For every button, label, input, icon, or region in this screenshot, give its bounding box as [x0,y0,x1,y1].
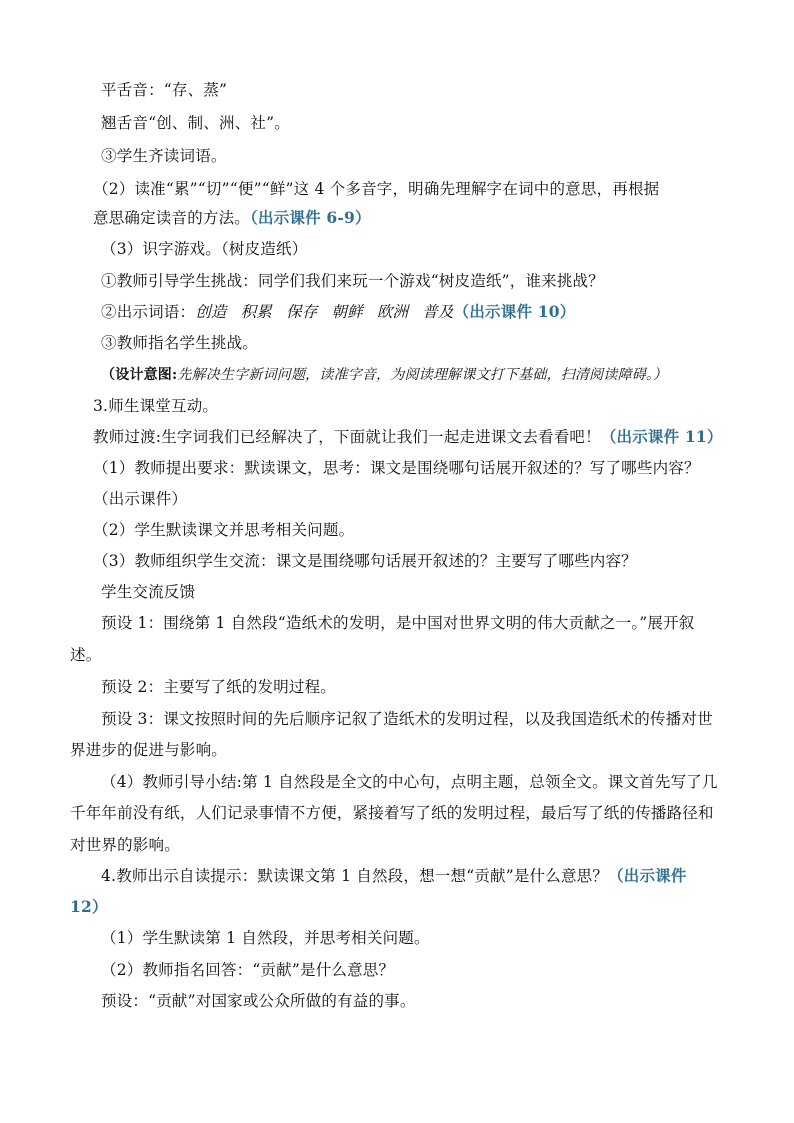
section-heading [101,865,687,887]
vocab-word: 积累 [240,303,273,321]
text-line [70,802,714,824]
text-line [101,79,227,101]
text: （2）读准“累”“切”“便”“鲜”这 4 个多音字，明确先理解字在词中的意思，再根据 [93,180,660,198]
text-line [93,550,637,572]
text: ③学生齐读词语。 [101,147,227,165]
text: （出示课件） [93,490,188,508]
text: 界进步的促进与影响。 [70,741,228,759]
text-line [101,771,718,793]
text: 平舌音：“存、蒸” [101,81,228,99]
section-heading [93,395,218,417]
text-line [101,238,307,260]
text-line [101,959,394,981]
text-line [101,332,258,354]
text: （1）学生默读第 1 自然段，并思考相关问题。 [101,929,430,947]
text: （3）识字游戏。（树皮造纸） [101,240,308,258]
text-line [101,581,195,603]
text-line [101,612,695,634]
design-intent-label: （设计意图: [101,367,178,383]
vocab-word: 朝鲜 [331,303,363,321]
text-line [93,207,371,229]
text: 3.师生课堂互动。 [93,397,219,415]
courseware-cue: 12） [70,897,108,916]
vocabulary-line [101,301,575,323]
text-line [101,270,604,292]
text: 意思确定读音的方法。 [93,209,251,227]
text-line [101,112,290,134]
text-line [101,927,430,949]
text: （3）教师组织学生交流：课文是围绕哪句话展开叙述的？主要写了哪些内容？ [93,552,637,570]
text-line [70,834,180,856]
text-line [70,739,227,761]
text: （1）教师提出要求：默读课文，思考：课文是围绕哪句话展开叙述的？写了哪些内容？ [93,459,700,477]
text: ③教师指名学生挑战。 [101,334,259,352]
text: 预设 2：主要写了纸的发明过程。 [101,678,336,696]
design-intent-note [101,364,667,386]
text: 预设：“贡献”对国家或公众所做的有益的事。 [101,992,416,1010]
text: 对世界的影响。 [70,836,180,854]
design-intent-text: 先解决生字新词问题，读准字音，为阅读理解课文打下基础，扫清阅读障碍。） [177,367,668,383]
text-line [101,145,227,167]
courseware-cue: （出示课件 6-9） [250,208,371,227]
vocab-word: 保存 [286,303,318,321]
text: 千年年前没有纸，人们记录事情不方便，紧接着写了纸的发明过程，最后写了纸的传播路径和 [70,804,714,822]
text-line [93,457,700,479]
courseware-cue: （出示课件 10） [453,302,576,321]
text: 预设 3：课文按照时间的先后顺序记叙了造纸术的发明过程，以及我国造纸术的传播对世 [101,710,713,728]
text: 预设 1：围绕第 1 自然段“造纸术的发明，是中国对世界文明的伟大贡献之一。”展开叙 [101,614,695,632]
text-line [101,990,416,1012]
text-line [93,488,187,510]
vocab-word: 创造 [195,303,227,321]
vocab-word: 普及 [422,303,454,321]
text: （2）学生默读课文并思考相关问题。 [93,521,355,539]
text-line [93,178,659,200]
text: ①教师引导学生挑战：同学们我们来玩一个游戏“树皮造纸”，谁来挑战？ [101,272,604,290]
courseware-cue: （出示课件 [608,866,687,885]
text-line [101,708,713,730]
text-line [70,896,108,918]
text-line [70,644,101,666]
text: 教师过渡:生字词我们已经解决了，下面就让我们一起走进课文去看看吧！ [93,428,601,446]
text-line [93,426,723,448]
vocab-word: 欧洲 [376,303,409,321]
text: 翘舌音“创、制、洲、社”。 [101,114,290,132]
text: ②出示词语： [101,303,196,321]
courseware-cue: （出示课件 11） [600,427,723,446]
text: （4）教师引导小结:第 1 自然段是全文的中心句，点明主题，总领全文。课文首先写了几 [101,773,718,791]
text: 4.教师出示自读提示：默读课文第 1 自然段，想一想“贡献”是什么意思？ [101,867,609,885]
text: （2）教师指名回答：“贡献”是什么意思？ [101,961,395,979]
text: 述。 [70,646,102,664]
text-line [93,519,354,541]
text-line [101,676,336,698]
text: 学生交流反馈 [101,583,196,601]
